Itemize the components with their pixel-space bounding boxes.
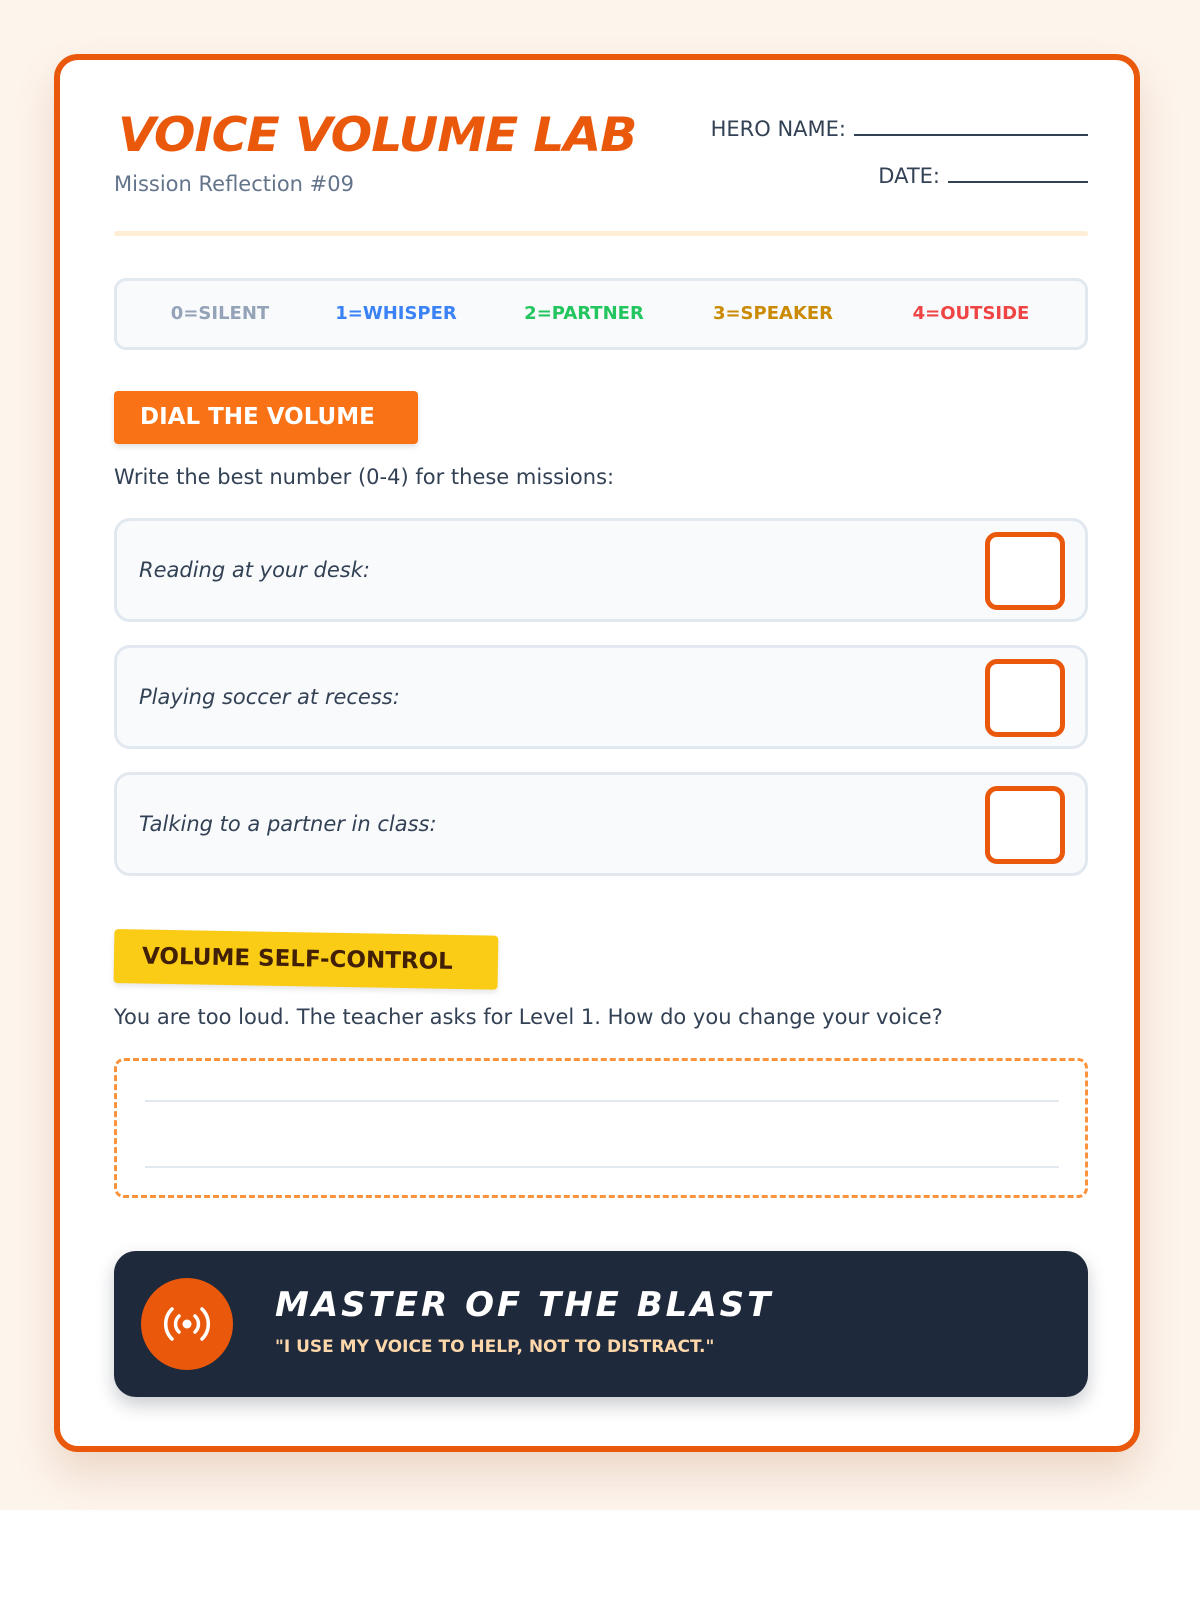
dial-volume-heading: DIAL THE VOLUME [114,391,418,444]
self-control-heading: VOLUME SELF-CONTROL [114,929,499,990]
writing-line [145,1166,1059,1168]
hero-name-field [711,116,1088,141]
date-field [878,163,1088,188]
worksheet-title: VOICE VOLUME LAB [118,108,637,163]
dial-instruction: Write the best number (0-4) for these missions: [114,465,615,489]
volume-legend [114,278,1088,350]
legend-item-speaker: 3=SPEAKER [712,303,834,324]
legend-item-whisper: 1=WHISPER [335,303,457,324]
worksheet-subtitle: Mission Reflection #09 [114,172,354,196]
hero-name-label: HERO NAME: [710,117,846,141]
legend-item-outside: 4=OUTSIDE [912,303,1030,324]
mission-row [114,518,1088,622]
mission-prompt: Talking to a partner in class: [139,812,437,836]
badge-quote: "I USE MY VOICE TO HELP, NOT TO DISTRACT." [275,1337,715,1357]
legend-item-partner: 2=PARTNER [524,303,644,324]
mission-row [114,645,1088,749]
answer-box[interactable] [985,659,1065,737]
broadcast-icon [141,1278,233,1370]
legend-item-silent: 0=SILENT [170,303,270,324]
mission-row [114,772,1088,876]
self-control-question: You are too loud. The teacher asks for Level 1. How do you change your voice? [114,1005,943,1029]
answer-box[interactable] [985,786,1065,864]
badge-title: MASTER OF THE BLAST [275,1285,774,1325]
writing-line [145,1100,1059,1102]
hero-name-blank[interactable] [854,116,1088,136]
mission-prompt: Playing soccer at recess: [139,685,400,709]
header-divider [114,231,1088,236]
answer-box[interactable] [985,532,1065,610]
mission-prompt: Reading at your desk: [139,558,370,582]
achievement-badge [114,1251,1088,1397]
worksheet-card [54,54,1140,1452]
answer-writing-area[interactable] [114,1058,1088,1198]
date-blank[interactable] [948,163,1088,183]
date-label: DATE: [878,164,940,188]
